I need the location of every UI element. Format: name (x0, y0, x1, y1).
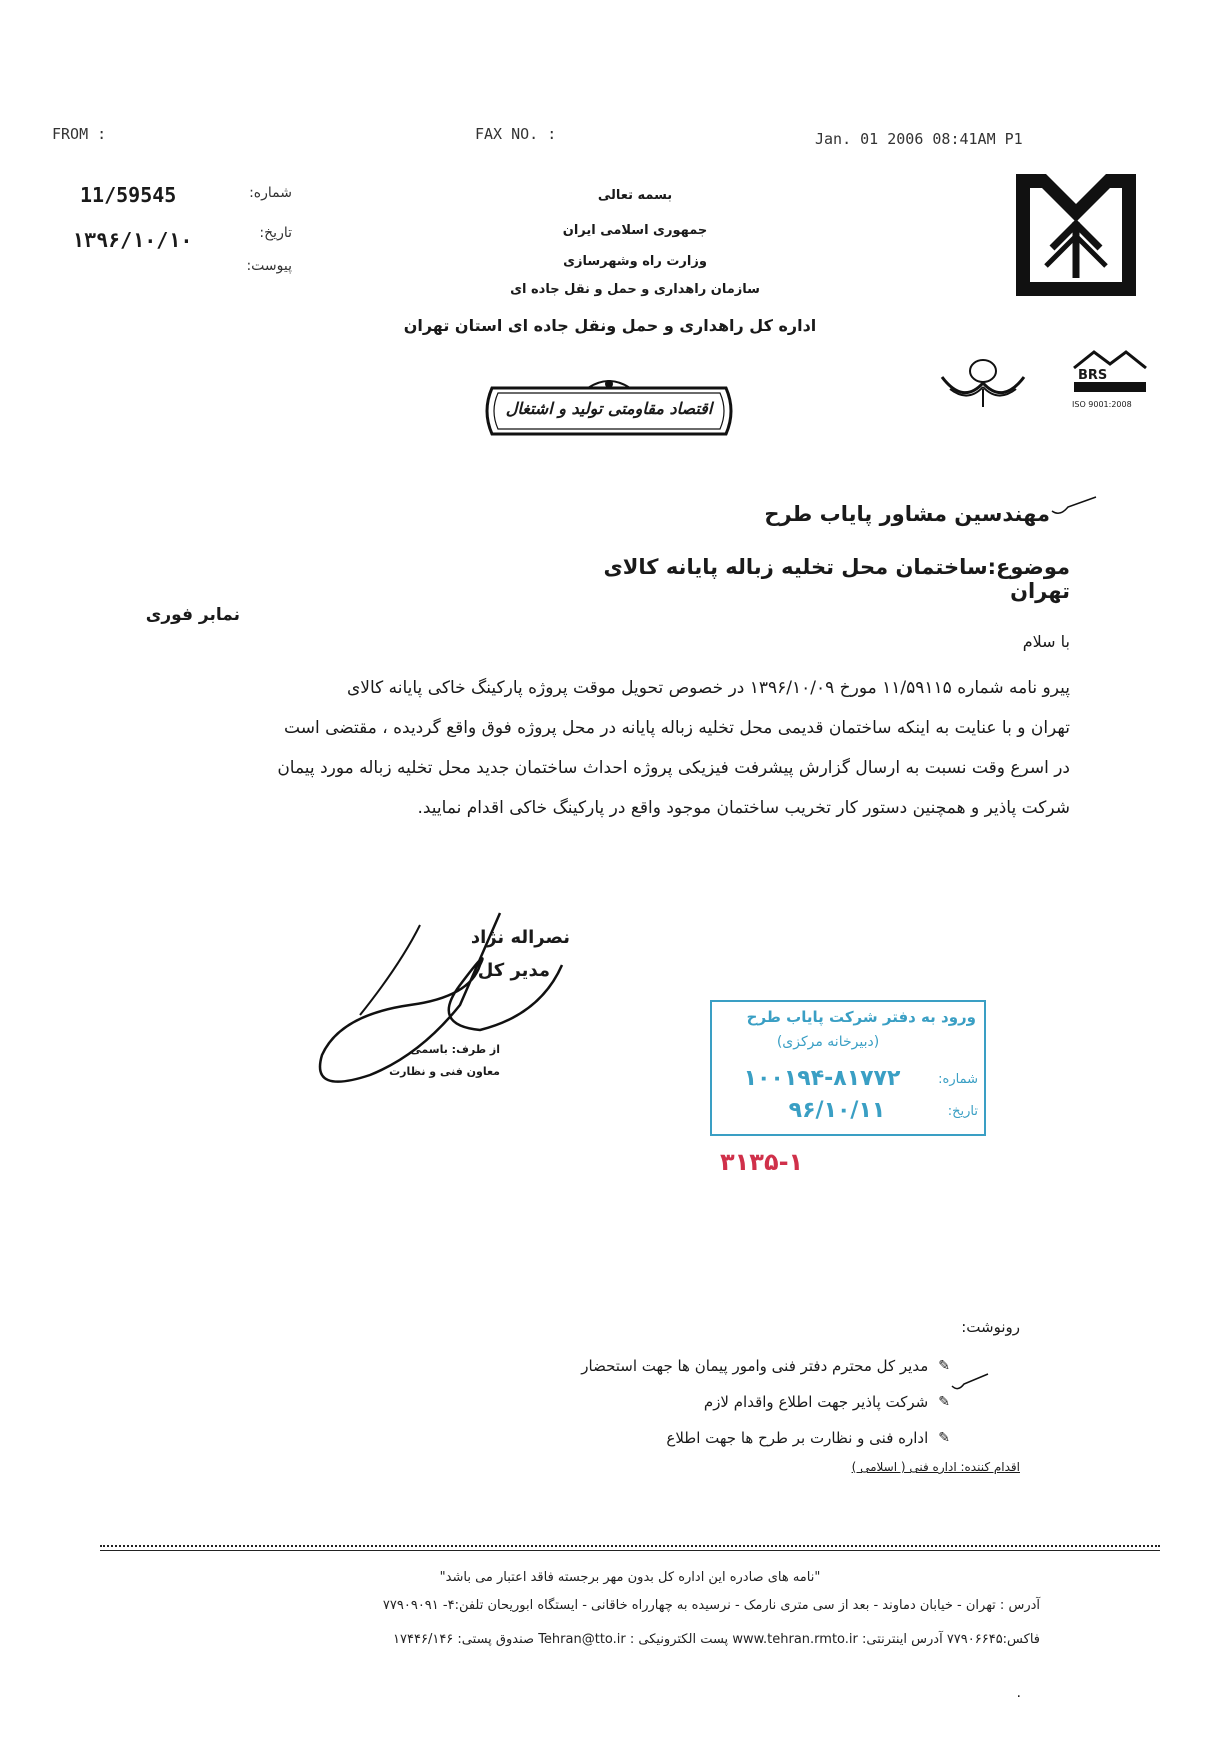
cc-item (420, 1420, 950, 1456)
cc-item-text: شرکت پاذیر جهت اطلاع واقدام لازم (703, 1393, 929, 1411)
stamp-date-label: تاریخ: (947, 1104, 978, 1119)
cc-bullet-icon: ✎ (938, 1358, 950, 1374)
office-name: اداره کل راهداری و حمل ونقل جاده ای استان تهران (403, 316, 817, 335)
on-behalf: از طرف: باسمی (410, 1043, 500, 1056)
received-stamp (710, 1000, 986, 1136)
slogan-text: اقتصاد مقاومتی تولید و اشتغال (505, 399, 713, 418)
stamp-number-label: شماره: (938, 1072, 978, 1087)
date-label: تاریخ: (259, 225, 292, 241)
footer-divider-thin (100, 1550, 1160, 1551)
stamp-line2: (دبیرخانه مرکزی) (776, 1034, 880, 1050)
iso-text: ISO 9001:2008 (1072, 400, 1132, 409)
eagle-emblem-icon (938, 355, 1028, 410)
slogan-cartouche (478, 380, 740, 442)
cc-item (420, 1384, 950, 1420)
cc-tick-icon (950, 1372, 990, 1394)
fax-number: FAX NO. : (475, 125, 557, 143)
stamp-line1: ورود به دفتر شرکت پایاب طرح (746, 1008, 976, 1026)
body-line: شرکت پاذیر و همچنین دستور کار تخریب ساختمان موجود واقع در پارکینگ خاکی اقدام نمایید. (417, 798, 1070, 818)
brs-text: BRS (1078, 368, 1108, 383)
letter-body (140, 668, 1070, 828)
ministry-logo (1012, 170, 1140, 300)
letter-number: 11/59545 (80, 183, 177, 207)
stamp-date-value: ۹۶/۱۰/۱۱ (788, 1098, 886, 1123)
number-label: شماره: (249, 185, 292, 201)
cc-bullet-icon: ✎ (938, 1430, 950, 1446)
page-mark: ٠ (1015, 1688, 1023, 1704)
attachment-label: پیوست: (246, 258, 292, 274)
urgency-label: نمابر فوری (145, 605, 240, 625)
signer-title: مدیر کل (477, 960, 550, 981)
footer-contact: فاکس:۷۷۹۰۶۶۴۵ آدرس اینترنتی: www.tehran.rmto.ir پست الکترونیکی : Tehran@tto.ir صندوق پستی: ۱۷۴۴۶/۱۴۶ (393, 1632, 1040, 1647)
footer-divider (100, 1545, 1160, 1547)
greeting: با سلام (1022, 632, 1070, 651)
recipient: مهندسین مشاور پایاب طرح (764, 502, 1050, 526)
fax-datetime: Jan. 01 2006 08:41AM P1 (815, 130, 1023, 148)
organization-name: سازمان راهداری و حمل و نقل جاده ای (510, 282, 760, 297)
footer-address: آدرس : تهران - خیابان دماوند - بعد از سی متری نارمک - نرسیده به چهارراه خاقانی - ایستگاه ابوریحان تلفن:۴- ۷۷۹۰۹۰۹۱ (382, 1598, 1040, 1613)
footer-note: "نامه های صادره این اداره کل بدون مهر برجسته فاقد اعتبار می باشد" (439, 1570, 821, 1585)
cc-item-text: اداره فنی و نظارت بر طرح ها جهت اطلاع (666, 1429, 929, 1447)
ministry-logo-icon (1012, 170, 1140, 300)
cc-list (420, 1348, 950, 1456)
republic-name: جمهوری اسلامی ایران (562, 223, 708, 238)
handwritten-reference: ۳۱۳۵-۱ (720, 1148, 804, 1176)
signature-block (300, 905, 600, 1095)
body-line: در اسرع وقت نسبت به ارسال گزارش پیشرفت فیزیکی پروژه احداث ساختمان جدید محل تخلیه زباله مورد پیمان (277, 758, 1070, 778)
stamp-number-value: ۱۰۰۱۹۴-۸۱۷۷۲ (743, 1066, 901, 1091)
cc-label: رونوشت: (961, 1318, 1020, 1336)
subject: موضوع:ساختمان محل تخلیه زباله پایانه کالای تهران (603, 555, 1070, 603)
action-by: اقدام کننده: اداره فنی ( اسلامی ) (851, 1460, 1020, 1474)
letter-date: ۱۳۹۶/۱۰/۱۰ (72, 228, 193, 252)
cc-bullet-icon: ✎ (938, 1394, 950, 1410)
bismillah: بسمه تعالی (597, 188, 673, 203)
fax-from: FROM : (52, 125, 107, 143)
cc-item-text: مدیر کل محترم دفتر فنی وامور پیمان ها جهت استحضار (581, 1357, 929, 1375)
recipient-tick-icon (1050, 495, 1100, 520)
signer-name: نصراله نژاد (470, 927, 570, 948)
deputy-title: معاون فنی و نظارت (389, 1065, 500, 1078)
body-line: تهران و با عنایت به اینکه ساختمان قدیمی محل تخلیه زباله پایانه در محل پروژه فوق واقع گردیده ، مقتضی است (284, 718, 1070, 738)
body-line: پیرو نامه شماره ۱۱/۵۹۱۱۵ مورخ ۱۳۹۶/۱۰/۰۹ در خصوص تحویل موقت پروژه پارکینگ خاکی پایانه کالای (346, 678, 1070, 698)
eagle-emblem (938, 355, 1028, 410)
iso-badge (1072, 348, 1148, 416)
cc-item (420, 1348, 950, 1384)
ministry-name: وزارت راه وشهرسازی (563, 254, 707, 269)
